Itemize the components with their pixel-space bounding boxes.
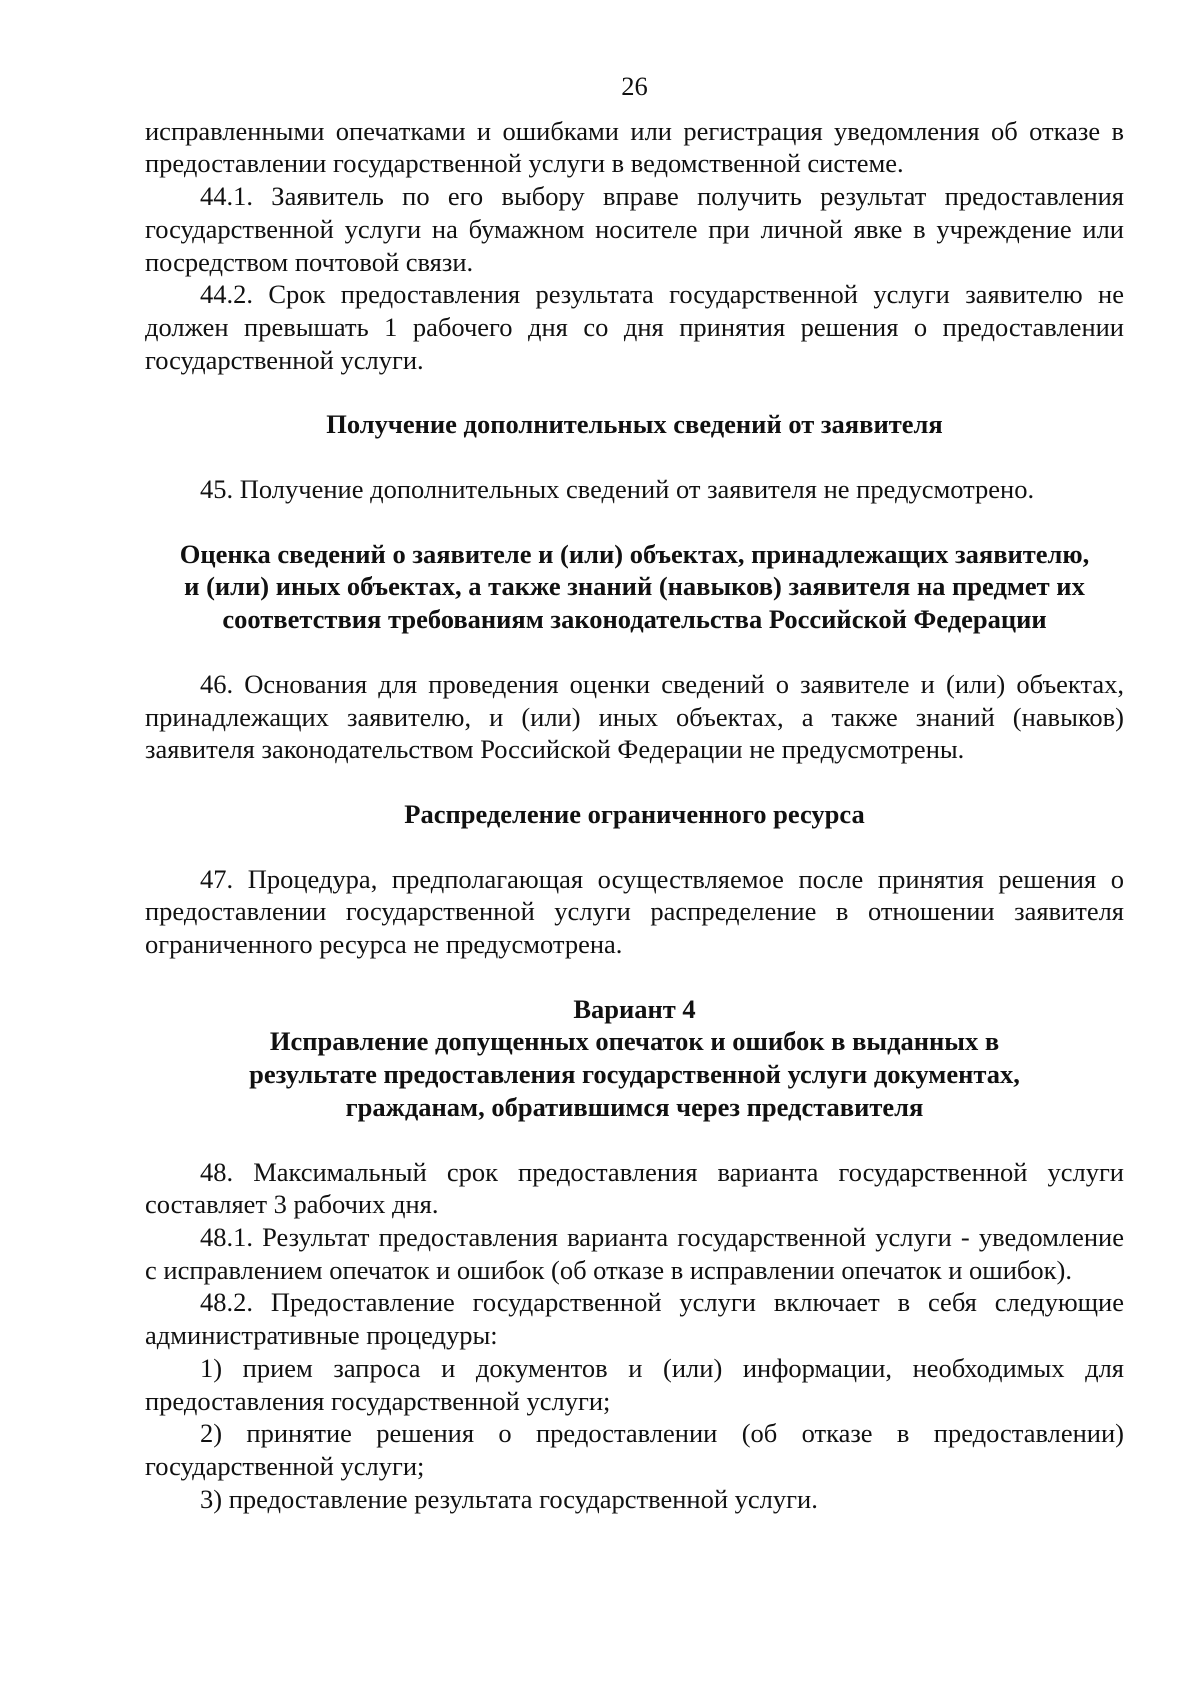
paragraph-48-2: 48.2. Предоставление государственной услуги включает в себя следующие административные процедуры: bbox=[145, 1287, 1124, 1351]
heading-additional-info: Получение дополнительных сведений от заявителя bbox=[326, 409, 943, 440]
heading-variant-4 bbox=[145, 993, 1124, 1124]
paragraph-continuation: исправленными опечатками и ошибками или регистрация уведомления об отказе в предоставлении государственной услуги в ведомственной системе. bbox=[145, 115, 1124, 179]
list-item-3: 3) предоставление результата государственной услуги. bbox=[200, 1483, 818, 1514]
heading-assessment-line-2: и (или) иных объектах, а также знаний (навыков) заявителя на предмет их bbox=[184, 571, 1085, 602]
paragraph-45: 45. Получение дополнительных сведений от заявителя не предусмотрено. bbox=[200, 474, 1035, 505]
page-number: 26 bbox=[621, 71, 648, 101]
paragraph-48-1: 48.1. Результат предоставления варианта государственной услуги - уведомление с исправлением опечаток и ошибок (об отказе в исправлении опечаток и ошибок). bbox=[145, 1221, 1124, 1285]
paragraph-48: 48. Максимальный срок предоставления варианта государственной услуги составляет 3 рабочих дня. bbox=[145, 1156, 1124, 1220]
heading-variant-line-2: результате предоставления государственной услуги документах, bbox=[249, 1059, 1020, 1090]
heading-assessment-line-3: соответствия требованиям законодательства Российской Федерации bbox=[222, 604, 1047, 635]
paragraph-47: 47. Процедура, предполагающая осуществляемое после принятия решения о предоставлении государственной услуги распределение в отношении заявителя ограниченного ресурса не предусмотрена. bbox=[145, 863, 1124, 960]
list-item-2: 2) принятие решения о предоставлении (об отказе в предоставлении) государственной услуги; bbox=[145, 1418, 1124, 1481]
heading-variant-line-1: Исправление допущенных опечаток и ошибок в выданных в bbox=[269, 1026, 1000, 1057]
heading-assessment-line-1: Оценка сведений о заявителе и (или) объектах, принадлежащих заявителю, bbox=[179, 538, 1090, 569]
paragraph-44-2: 44.2. Срок предоставления результата государственной услуги заявителю не должен превышать 1 рабочего дня со дня принятия решения о предоставлении государственной услуги. bbox=[145, 279, 1124, 375]
document-page bbox=[145, 70, 1124, 1515]
paragraph-46: 46. Основания для проведения оценки сведений о заявителе и (или) объектах, принадлежащих заявителю, и (или) иных объектах, а также знаний (навыков) заявителя законодательством Российской Федерации не предусмотрены. bbox=[145, 668, 1124, 765]
heading-limited-resource: Распределение ограниченного ресурса bbox=[404, 798, 865, 829]
paragraph-44-1: 44.1. Заявитель по его выбору вправе получить результат предоставления государственной услуги на бумажном носителе при личной явке в учреждение или посредством почтовой связи. bbox=[145, 181, 1124, 277]
heading-variant-label: Вариант 4 bbox=[573, 993, 696, 1024]
heading-variant-line-3: гражданам, обратившимся через представителя bbox=[345, 1091, 924, 1122]
heading-assessment bbox=[145, 538, 1124, 636]
list-item-1: 1) прием запроса и документов и (или) информации, необходимых для предоставления государственной услуги; bbox=[145, 1352, 1124, 1416]
